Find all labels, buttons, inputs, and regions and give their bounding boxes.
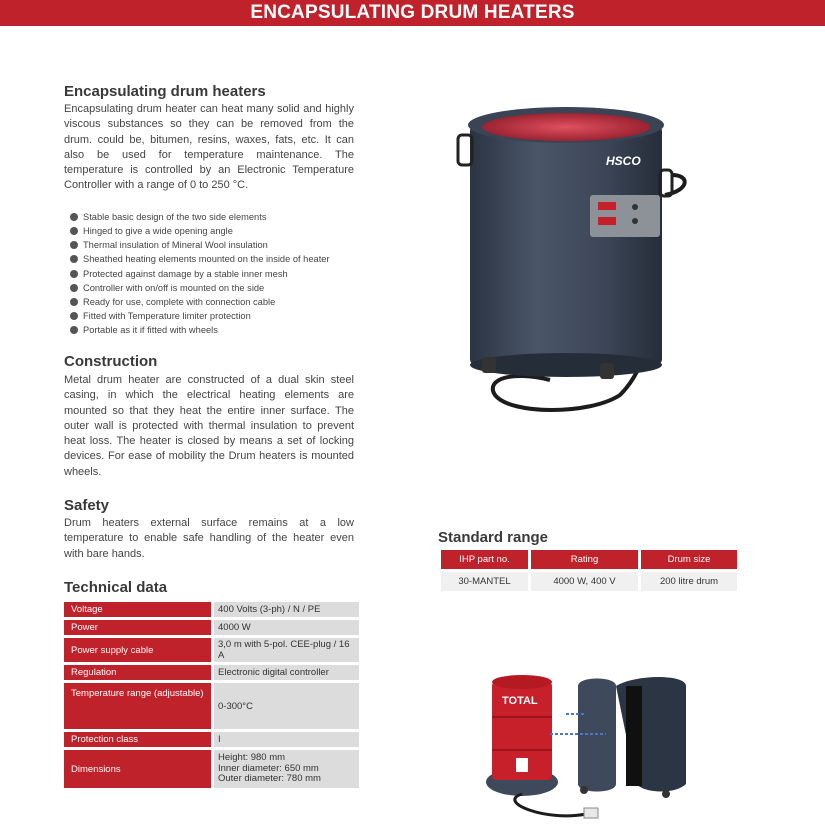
intro-heading: Encapsulating drum heaters xyxy=(64,83,266,100)
bullet-icon xyxy=(70,255,78,263)
drum-label: TOTAL xyxy=(502,695,538,707)
bullet-icon xyxy=(70,312,78,320)
intro-paragraph: Encapsulating drum heater can heat many solid and highly viscous substances so they can be removed from the drum. could be, bitumen, resins, waxes, fats, etc. It can also be used for temperature maintenance. The temperature is controlled by an Electronic Temperature Controller with a range of 0 to 250 °C. xyxy=(64,103,354,192)
page-title: ENCAPSULATING DRUM HEATERS xyxy=(250,2,575,23)
row-label: Dimensions xyxy=(64,750,211,788)
bullet-icon xyxy=(70,241,78,249)
table-row xyxy=(64,683,359,729)
table-cell: 4000 W, 400 V xyxy=(531,569,638,591)
standard-range-heading: Standard range xyxy=(438,529,549,546)
feature-item: Ready for use, complete with connection cable xyxy=(70,295,330,309)
feature-item: Controller with on/off is mounted on the side xyxy=(70,281,330,295)
table-row xyxy=(64,750,359,788)
column-header: Rating xyxy=(531,550,638,569)
row-value: 4000 W xyxy=(211,620,359,635)
row-value: 400 Volts (3-ph) / N / PE xyxy=(211,602,359,617)
bullet-icon xyxy=(70,227,78,235)
bullet-icon xyxy=(70,270,78,278)
feature-item: Portable as it if fitted with wheels xyxy=(70,323,330,337)
standard-range-table xyxy=(438,550,740,591)
bullet-icon xyxy=(70,284,78,292)
construction-paragraph: Metal drum heater are constructed of a dual skin steel casing, in which the electrical heating elements are mounted so that they heat the entire inner surface. The outer wall is protected with thermal insulation to prevent heat loss. The heater is closed by means a set of locking devices. For ease of mobility the Drum heaters is mounted wheels. xyxy=(64,374,354,478)
table-cell: 30-MANTEL xyxy=(441,569,528,591)
column-header: IHP part no. xyxy=(441,550,528,569)
construction-heading: Construction xyxy=(64,353,158,370)
row-value: I xyxy=(211,732,359,747)
table-row xyxy=(64,732,359,747)
technical-heading: Technical data xyxy=(64,579,168,596)
row-label: Temperature range (adjustable) xyxy=(64,683,211,729)
row-label: Protection class xyxy=(64,732,211,747)
feature-list xyxy=(70,210,330,337)
heater-logo: HSCO xyxy=(606,154,641,168)
page-banner xyxy=(0,0,825,26)
row-label: Power xyxy=(64,620,211,635)
feature-item: Protected against damage by a stable inner mesh xyxy=(70,267,330,281)
bullet-icon xyxy=(70,326,78,334)
technical-data-table xyxy=(64,599,359,791)
feature-item: Hinged to give a wide opening angle xyxy=(70,224,330,238)
feature-item: Stable basic design of the two side elements xyxy=(70,210,330,224)
row-value: Electronic digital controller xyxy=(211,665,359,680)
table-row xyxy=(64,665,359,680)
row-label: Power supply cable xyxy=(64,638,211,662)
table-row xyxy=(64,602,359,617)
column-header: Drum size xyxy=(641,550,737,569)
row-value: Height: 980 mm Inner diameter: 650 mm Outer diameter: 780 mm xyxy=(211,750,359,788)
bullet-icon xyxy=(70,298,78,306)
row-value: 0-300°C xyxy=(211,683,359,729)
feature-item: Thermal insulation of Mineral Wool insulation xyxy=(70,238,330,252)
drum-and-heater-image xyxy=(486,672,706,827)
table-row xyxy=(64,620,359,635)
safety-heading: Safety xyxy=(64,497,110,514)
safety-paragraph: Drum heaters external surface remains at a low temperature to enable safe handling of the heater even with bare hands. xyxy=(64,517,354,560)
row-label: Voltage xyxy=(64,602,211,617)
row-label: Regulation xyxy=(64,665,211,680)
row-value: 3,0 m with 5-pol. CEE-plug / 16 A xyxy=(211,638,359,662)
table-row xyxy=(441,569,737,591)
table-row xyxy=(64,638,359,662)
feature-item: Sheathed heating elements mounted on the inside of heater xyxy=(70,252,330,266)
table-cell: 200 litre drum xyxy=(641,569,737,591)
bullet-icon xyxy=(70,213,78,221)
feature-item: Fitted with Temperature limiter protection xyxy=(70,309,330,323)
drum-heater-image xyxy=(440,95,690,420)
table-header-row xyxy=(441,550,737,569)
